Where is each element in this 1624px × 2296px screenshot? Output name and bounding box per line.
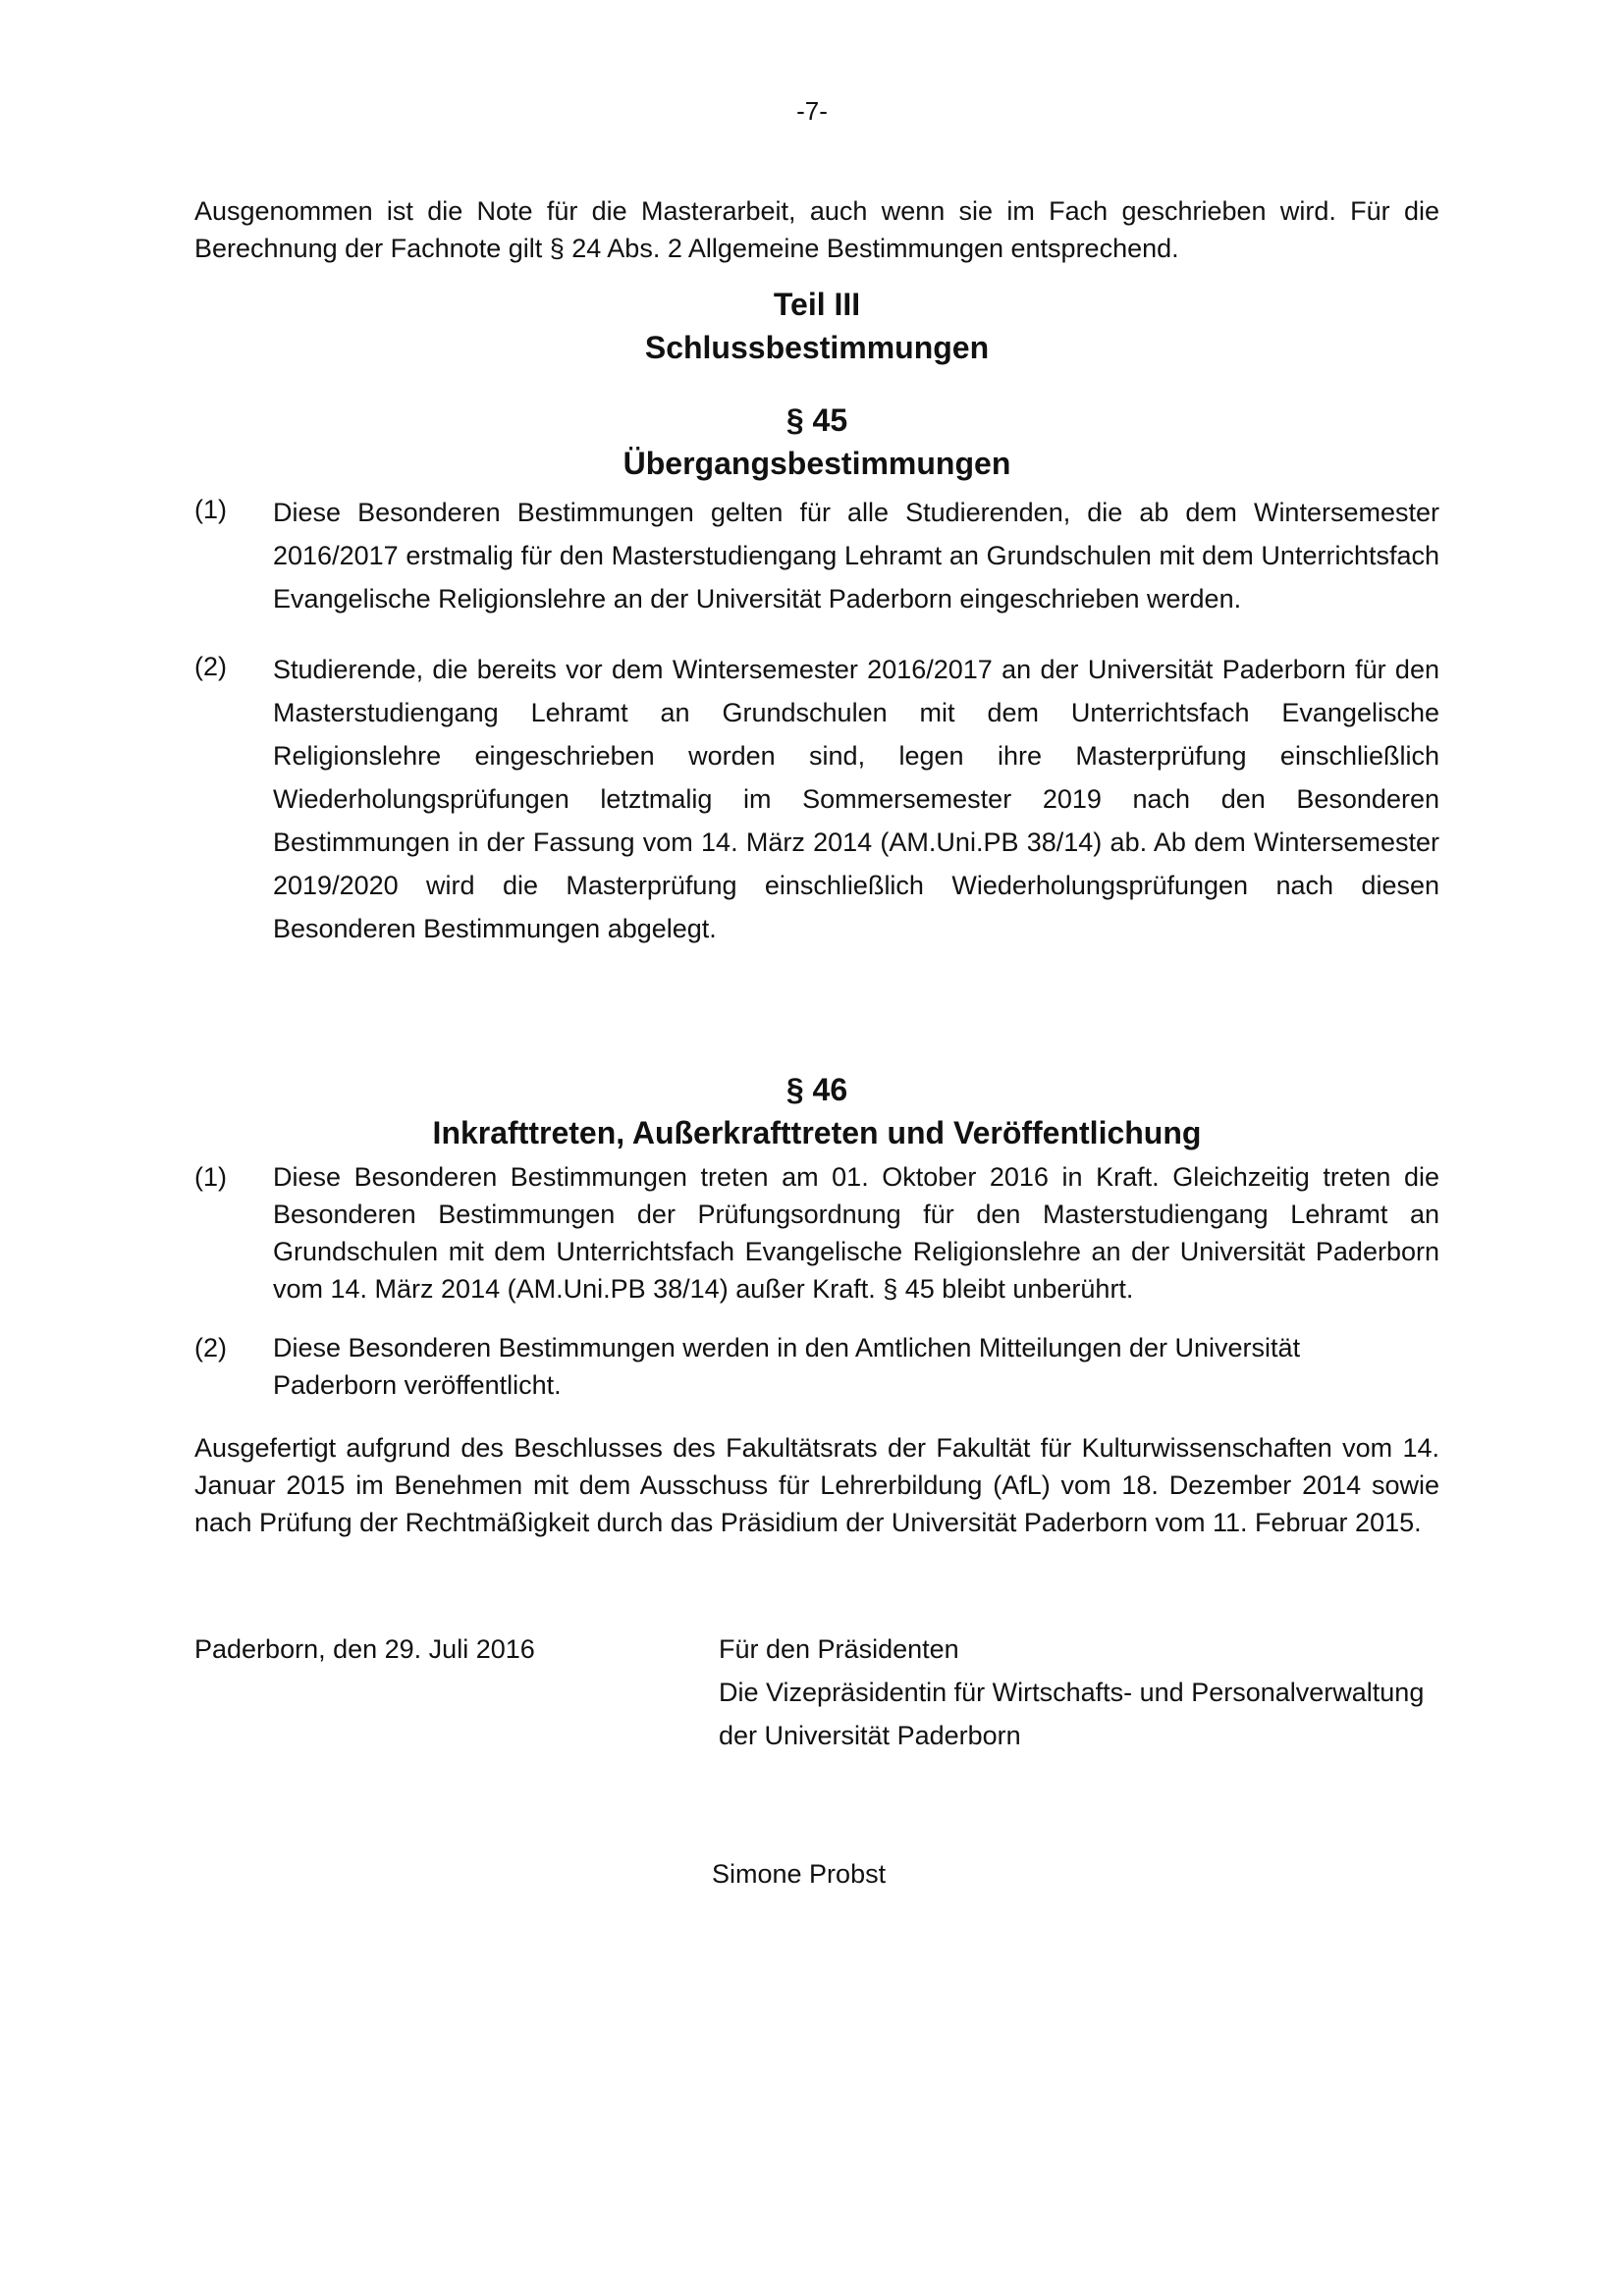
item-text: Studierende, die bereits vor dem Wintersemester 2016/2017 an der Universität Paderborn für den Masterstudiengang Lehramt an Grundschulen mit dem Unterrichtsfach Evangelische Religionslehre eingeschrieben worden sind, legen ihre Masterprüfung einschließlich Wiederholungsprüfungen letztmalig im Sommersemester 2019 nach den Besonderen Bestimmungen in der Fassung vom 14. März 2014 (AM.Uni.PB 38/14) ab. Ab dem Wintersemester 2019/2020 wird die Masterprüfung einschließlich Wiederholungsprüfungen nach diesen Besonderen Bestimmungen abgelegt. bbox=[273, 655, 1439, 943]
closing-paragraph: Ausgefertigt aufgrund des Beschlusses des Fakultätsrats der Fakultät für Kulturwissenschaften vom 14. Januar 2015 im Benehmen mit dem Ausschuss für Lehrerbildung (AfL) vom 18. Dezember 2014 sowie nach Prüfung der Rechtmäßigkeit durch das Präsidium der Universität Paderborn vom 11. Februar 2015. bbox=[194, 1433, 1439, 1537]
signature-block bbox=[194, 1628, 1439, 1757]
section-45-title: Übergangsbestimmungen bbox=[623, 446, 1011, 481]
part-subtitle: Schlussbestimmungen bbox=[644, 330, 990, 365]
page-content bbox=[194, 192, 1439, 1893]
section-46-number: § 46 bbox=[785, 1072, 848, 1107]
signature-line-1: Für den Präsidenten bbox=[719, 1634, 959, 1664]
place-date: Paderborn, den 29. Juli 2016 bbox=[194, 1634, 535, 1664]
signer-name: Simone Probst bbox=[712, 1859, 887, 1889]
section-46-item-2 bbox=[194, 1329, 1439, 1404]
item-number: (1) bbox=[194, 495, 227, 524]
item-number: (2) bbox=[194, 1333, 227, 1362]
signature-authority bbox=[719, 1628, 1439, 1757]
item-number: (2) bbox=[194, 652, 227, 681]
item-number: (1) bbox=[194, 1162, 227, 1192]
part-title: Teil III bbox=[773, 287, 861, 322]
signature-line-2: Die Vizepräsidentin für Wirtschafts- und Personalverwaltung bbox=[719, 1678, 1425, 1707]
item-text: Diese Besonderen Bestimmungen treten am 01. Oktober 2016 in Kraft. Gleichzeitig treten die Besonderen Bestimmungen der Prüfungsordnung für den Masterstudiengang Lehramt an Grundschulen mit dem Unterrichtsfach Evangelische Religionslehre an der Universität Paderborn vom 14. März 2014 (AM.Uni.PB 38/14) außer Kraft. § 45 bleibt unberührt. bbox=[273, 1162, 1439, 1304]
signature-line-3: der Universität Paderborn bbox=[719, 1721, 1021, 1750]
section-46-title: Inkrafttreten, Außerkrafttreten und Veröffentlichung bbox=[432, 1115, 1202, 1150]
section-46-item-1 bbox=[194, 1158, 1439, 1308]
section-45-item-2 bbox=[194, 648, 1439, 950]
item-text: Diese Besonderen Bestimmungen werden in den Amtlichen Mitteilungen der Universität Paderborn veröffentlicht. bbox=[273, 1333, 1301, 1400]
section-45-item-1 bbox=[194, 491, 1439, 620]
intro-paragraph: Ausgenommen ist die Note für die Masterarbeit, auch wenn sie im Fach geschrieben wird. Für die Berechnung der Fachnote gilt § 24 Abs. 2 Allgemeine Bestimmungen entsprechend. bbox=[194, 196, 1439, 263]
item-text: Diese Besonderen Bestimmungen gelten für alle Studierenden, die ab dem Wintersemester 2016/2017 erstmalig für den Masterstudiengang Lehramt an Grundschulen mit dem Unterrichtsfach Evangelische Religionslehre an der Universität Paderborn eingeschrieben werden. bbox=[273, 498, 1439, 614]
page-number: -7- bbox=[796, 96, 828, 126]
section-45-number: § 45 bbox=[785, 402, 848, 438]
